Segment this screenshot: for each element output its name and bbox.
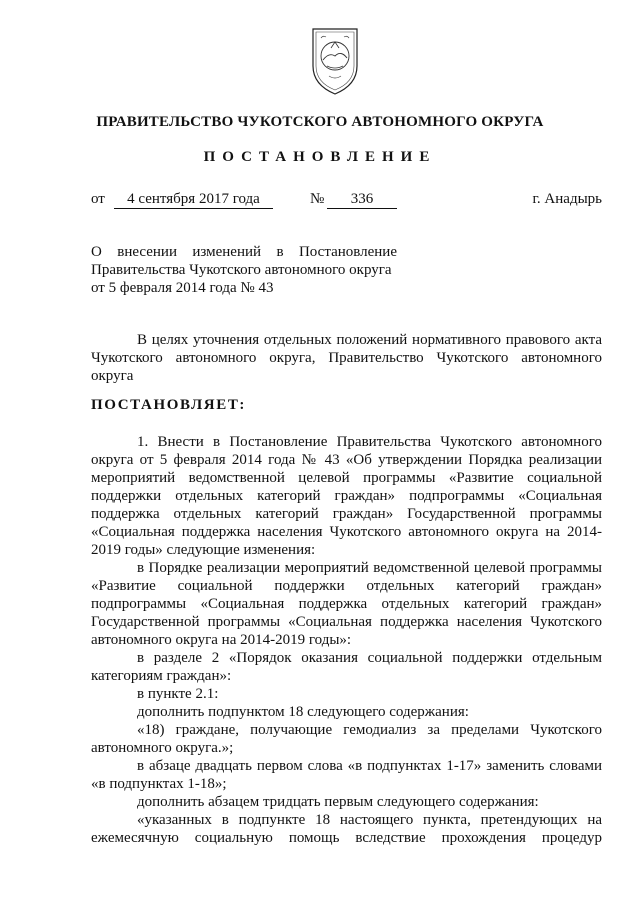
text-line: Государственной программы «Социальная поддержка населения Чукотского — [91, 614, 602, 630]
text-line: «18) граждане, получающие гемодиализ за пределами Чукотского — [137, 722, 602, 738]
preamble — [91, 331, 602, 385]
text-line: в абзаце двадцать первом слова «в подпунктах 1-17» заменить словами — [137, 758, 602, 774]
text-line: подпрограммы «Социальная поддержка отдельных категорий граждан» — [91, 596, 602, 612]
document-number: 336 — [327, 191, 397, 209]
subject-line: О внесении изменений в Постановление — [91, 244, 397, 260]
text-line: поддержка отдельных категорий граждан» Государственной программы — [91, 506, 602, 522]
text-line: ежемесячную социальную помощь вследствие прохождения процедур — [91, 830, 602, 846]
text-line: 2019 годы» следующие изменения: — [91, 542, 316, 558]
text-line: автономного округа.»; — [91, 740, 234, 756]
text-line: дополнить подпунктом 18 следующего содержания: — [137, 704, 469, 720]
text-line: «в подпунктах 1-18»; — [91, 776, 227, 792]
government-title: ПРАВИТЕЛЬСТВО ЧУКОТСКОГО АВТОНОМНОГО ОКРУГА — [96, 114, 544, 130]
preamble-line: округа — [91, 368, 134, 384]
text-line: категориям граждан»: — [91, 668, 232, 684]
text-line: в Порядке реализации мероприятий ведомственной целевой программы — [137, 560, 602, 576]
subject-line: от 5 февраля 2014 года № 43 — [91, 280, 274, 296]
text-line: автономного округа на 2014-2019 годы»: — [91, 632, 352, 648]
text-line: «Развитие социальной поддержки отдельных категорий граждан» — [91, 578, 602, 594]
subject-line: Правительства Чукотского автономного округа — [91, 262, 392, 278]
text-line: 1. Внести в Постановление Правительства Чукотского автономного — [137, 434, 602, 450]
text-line: мероприятий ведомственной целевой программы «Развитие социальной — [91, 470, 602, 486]
text-line: в пункте 2.1: — [137, 686, 219, 702]
document-city: г. Анадырь — [532, 191, 602, 207]
text-line: «указанных в подпункте 18 настоящего пункта, претендующих на — [137, 812, 602, 828]
date-prefix: от — [91, 191, 105, 207]
document-meta — [91, 191, 602, 211]
preamble-line: Чукотского автономного округа, Правительство Чукотского автономного — [91, 350, 602, 366]
decree-text — [91, 433, 602, 847]
document-type: ПОСТАНОВЛЕНИЕ — [203, 149, 437, 165]
document-subject — [91, 243, 397, 297]
decree-heading: ПОСТАНОВЛЯЕТ: — [91, 397, 247, 413]
preamble-line: В целях уточнения отдельных положений нормативного правового акта — [137, 332, 602, 348]
coat-of-arms-icon — [309, 26, 361, 96]
text-line: в разделе 2 «Порядок оказания социальной поддержки отдельным — [137, 650, 602, 666]
text-line: поддержки отдельных категорий граждан» подпрограммы «Социальная — [91, 488, 602, 504]
document-date: 4 сентября 2017 года — [114, 191, 273, 209]
text-line: дополнить абзацем тридцать первым следующего содержания: — [137, 794, 539, 810]
text-line: «Социальная поддержка населения Чукотского автономного округа на 2014- — [91, 524, 602, 540]
text-line: округа от 5 февраля 2014 года № 43 «Об утверждении Порядка реализации — [91, 452, 602, 468]
number-sign: № — [310, 191, 325, 207]
